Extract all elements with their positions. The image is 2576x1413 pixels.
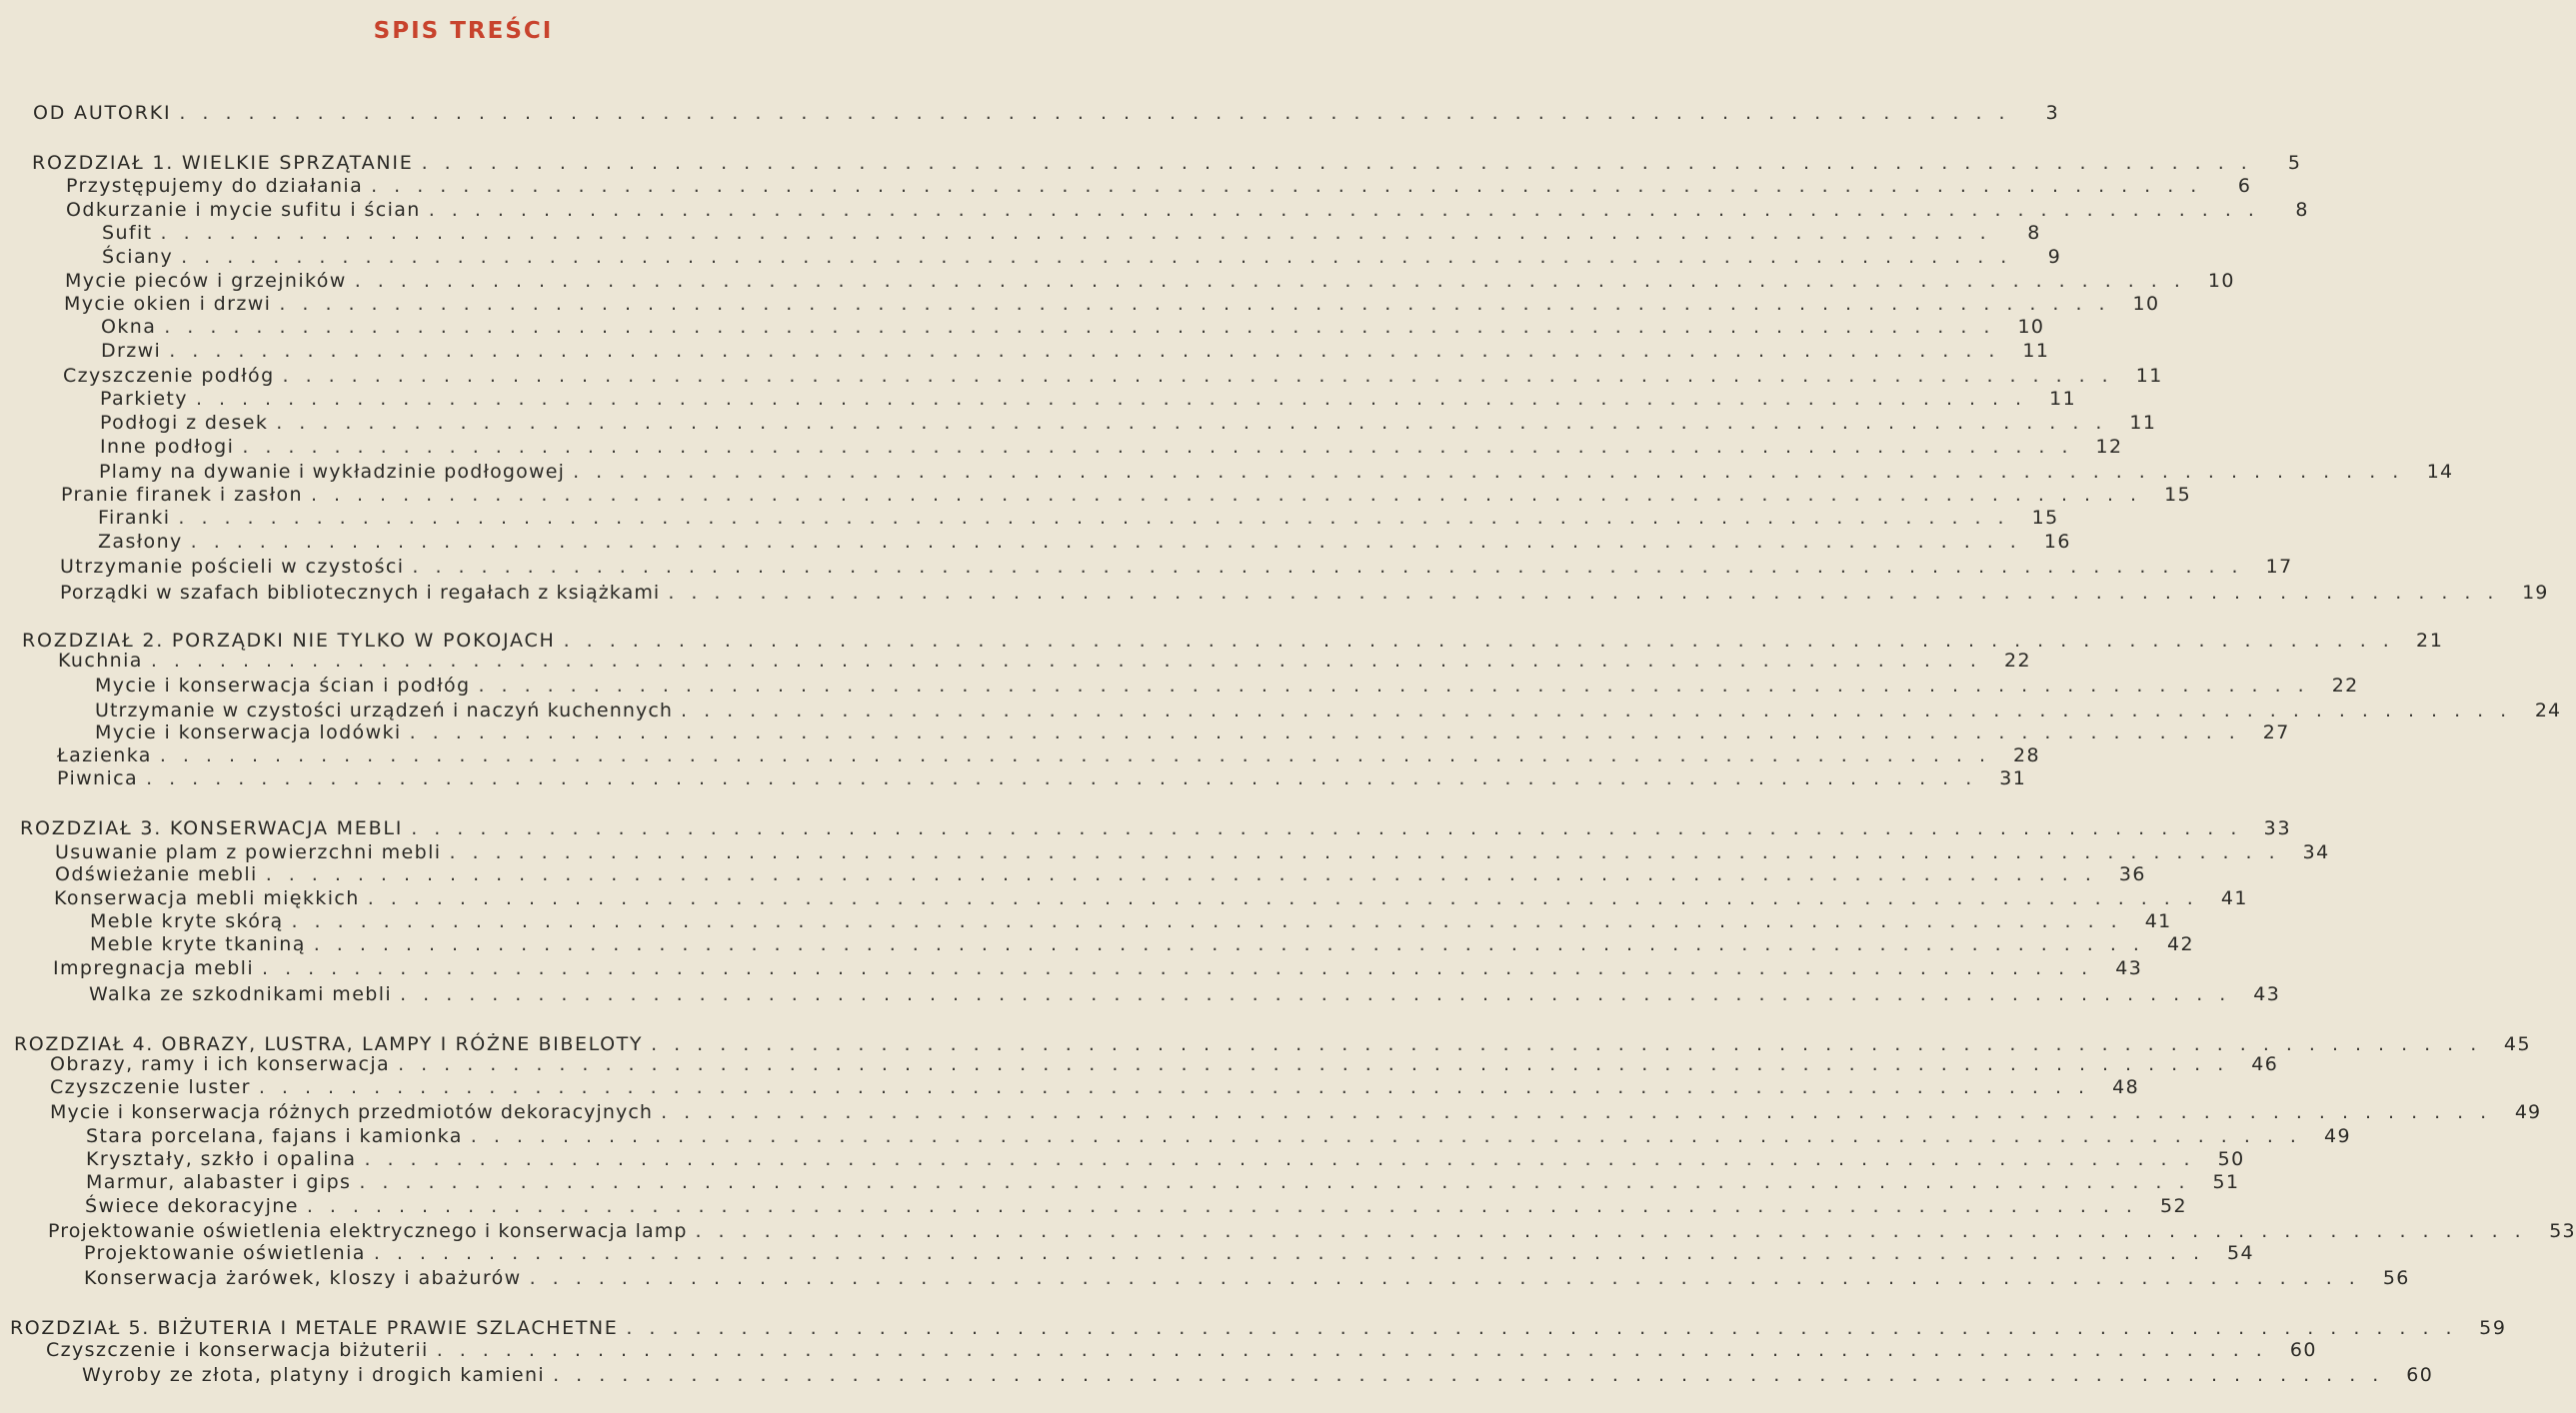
- toc-entry-page: 12: [2095, 436, 2123, 458]
- dot-leader: ................................................................................: [470, 1125, 2313, 1147]
- toc-entry-label: Usuwanie plam z powierzchni mebli: [55, 841, 442, 863]
- toc-entry-page: 17: [2265, 556, 2293, 578]
- toc-entry-label: Inne podłogi: [100, 436, 235, 458]
- toc-entry: [60, 580, 2549, 606]
- toc-entry-label: Sufit: [102, 222, 153, 244]
- toc-entry-label: Marmur, alabaster i gips: [86, 1171, 352, 1193]
- toc-entry-label: Parkiety: [100, 388, 188, 410]
- toc-entry: [82, 1362, 2434, 1388]
- dot-leader: ................................................................................: [279, 293, 2122, 315]
- toc-entry-page: 36: [2118, 863, 2146, 885]
- toc-entry-page: 45: [2503, 1033, 2532, 1055]
- dot-leader: ................................................................................: [179, 102, 2022, 124]
- toc-entry-label: Impregnacja mebli: [53, 957, 255, 979]
- toc-entry-page: 52: [2160, 1195, 2187, 1217]
- dot-leader: ................................................................................: [276, 412, 2119, 434]
- toc-entry: [84, 1240, 2255, 1266]
- toc-entry-label: Konserwacja mebli miękkich: [54, 887, 360, 909]
- toc-entry-page: 46: [2251, 1053, 2279, 1075]
- dot-leader: ................................................................................: [160, 222, 2003, 244]
- toc-entry: [89, 981, 2281, 1007]
- toc-entry-label: Utrzymanie w czystości urządzeń i naczyń kuchennych: [95, 700, 674, 721]
- toc-entry-label: Wyroby ze złota, platyny i drogich kamieni: [82, 1364, 546, 1386]
- toc-entry-label: Zasłony: [98, 531, 183, 553]
- toc-entry-label: Drzwi: [101, 340, 162, 362]
- dot-leader: ................................................................................: [411, 817, 2254, 839]
- toc-chapter: [20, 815, 2292, 841]
- dot-leader: ................................................................................: [169, 340, 2012, 362]
- dot-leader: ................................................................................: [146, 767, 1989, 789]
- dot-leader: ................................................................................: [242, 436, 2085, 458]
- dot-leader: ................................................................................: [306, 1195, 2149, 1217]
- toc-entry: [90, 931, 2194, 957]
- dot-leader: ................................................................................: [668, 582, 2511, 604]
- toc-entry-label: Meble kryte tkaniną: [90, 933, 306, 955]
- toc-entry-page: 56: [2382, 1267, 2410, 1289]
- dot-leader: ................................................................................: [354, 270, 2197, 292]
- toc-entry: [53, 955, 2143, 981]
- dot-leader: ................................................................................: [262, 957, 2105, 979]
- toc-entry-label: Piwnica: [57, 767, 139, 789]
- toc-entry: [66, 173, 2252, 199]
- toc-entry-label: Stara porcelana, fajans i kamionka: [86, 1125, 463, 1147]
- toc-entry: [60, 554, 2293, 580]
- dot-leader: ................................................................................: [478, 675, 2321, 697]
- dot-leader: ................................................................................: [529, 1267, 2372, 1289]
- toc-entry-label: Meble kryte skórą: [90, 910, 284, 932]
- toc-entry: [101, 338, 2050, 364]
- toc-entry-label: ROZDZIAŁ 3. KONSERWACJA MEBLI: [20, 817, 404, 839]
- toc-entry-label: Czyszczenie i konserwacja biżuterii: [46, 1339, 429, 1361]
- dot-leader: ................................................................................: [681, 700, 2524, 721]
- toc-entry-label: Projektowanie oświetlenia elektrycznego i konserwacja lamp: [48, 1220, 688, 1242]
- dot-leader: ................................................................................: [258, 1076, 2102, 1098]
- dot-leader: ................................................................................: [695, 1220, 2538, 1242]
- dot-leader: ................................................................................: [364, 1148, 2207, 1170]
- toc-entry-page: 22: [2331, 675, 2359, 697]
- toc-entry: [100, 410, 2157, 436]
- toc-entry-page: 10: [2207, 270, 2235, 292]
- toc-entry-label: Projektowanie oświetlenia: [84, 1242, 366, 1264]
- dot-leader: ................................................................................: [367, 887, 2210, 909]
- dot-leader: ................................................................................: [449, 841, 2292, 863]
- toc-entry-label: Podłogi z desek: [100, 412, 269, 434]
- toc-entry: [50, 1074, 2140, 1100]
- toc-entry-page: 43: [2115, 957, 2143, 979]
- toc-entry-label: Czyszczenie podłóg: [63, 365, 275, 387]
- toc-entry-label: ROZDZIAŁ 1. WIELKIE SPRZĄTANIE: [32, 152, 414, 174]
- toc-entry-label: Utrzymanie pościeli w czystości: [60, 556, 405, 578]
- toc-entry: [98, 505, 2059, 531]
- toc-entry-label: Mycie i konserwacja różnych przedmiotów dekoracyjnych: [50, 1101, 654, 1123]
- toc-entry-page: 19: [2522, 582, 2549, 604]
- toc-entry: [57, 765, 2027, 791]
- dot-leader: ................................................................................: [409, 721, 2252, 743]
- toc-entry-page: 42: [2166, 933, 2194, 955]
- toc-entry: [102, 220, 2041, 246]
- dot-leader: ................................................................................: [553, 1364, 2396, 1386]
- toc-entry-label: Porządki w szafach bibliotecznych i regałach z książkami: [60, 582, 661, 604]
- toc-entry-label: Łazienka: [57, 744, 152, 766]
- toc-entry-page: 11: [2049, 388, 2077, 410]
- toc-entry-page: 60: [2289, 1339, 2317, 1361]
- dot-leader: ................................................................................: [150, 650, 1993, 672]
- dot-leader: ................................................................................: [412, 556, 2255, 578]
- toc-entry: [33, 100, 2060, 126]
- toc-entry-label: Obrazy, ramy i ich konserwacja: [50, 1053, 391, 1075]
- dot-leader: ................................................................................: [159, 744, 2002, 766]
- toc-entry-page: 21: [2416, 630, 2444, 652]
- dot-leader: ................................................................................: [661, 1101, 2504, 1123]
- dot-leader: ................................................................................: [436, 1339, 2279, 1361]
- dot-leader: ................................................................................: [421, 152, 2264, 174]
- dot-leader: ................................................................................: [265, 863, 2108, 885]
- dot-leader: ................................................................................: [282, 365, 2125, 387]
- toc-entry-page: 59: [2479, 1317, 2507, 1339]
- dot-leader: ................................................................................: [190, 531, 2033, 553]
- toc-entry-label: Mycie pieców i grzejników: [65, 270, 347, 292]
- dot-leader: ................................................................................: [291, 910, 2134, 932]
- toc-entry-page: 5: [2287, 152, 2302, 174]
- toc-entry-label: Kuchnia: [58, 650, 143, 672]
- toc-entry-page: 27: [2262, 721, 2290, 743]
- toc-entry-page: 48: [2112, 1076, 2140, 1098]
- dot-leader: ................................................................................: [371, 175, 2214, 197]
- toc-entry-page: 33: [2263, 817, 2292, 839]
- toc-entry-page: 60: [2406, 1364, 2434, 1386]
- toc-entry: [98, 529, 2071, 555]
- dot-leader: ................................................................................: [310, 484, 2154, 506]
- dot-leader: ................................................................................: [428, 199, 2271, 221]
- toc-entry-page: 3: [2045, 102, 2060, 124]
- toc-entry-page: 43: [2253, 983, 2281, 1005]
- toc-entry-label: Odświeżanie mebli: [55, 863, 258, 885]
- toc-entry-label: Konserwacja żarówek, kloszy i abażurów: [84, 1267, 522, 1289]
- toc-entry-page: 53: [2549, 1220, 2576, 1242]
- toc-entry-label: Ściany: [102, 246, 174, 268]
- toc-entry-page: 41: [2220, 887, 2248, 909]
- toc-entry-label: Mycie i konserwacja ścian i podłóg: [95, 675, 471, 697]
- toc-entry: [86, 1169, 2240, 1195]
- toc-entry-page: 8: [2295, 199, 2309, 221]
- toc-entry-page: 41: [2144, 910, 2172, 932]
- dot-leader: ................................................................................: [400, 983, 2243, 1005]
- toc-entry-page: 24: [2534, 700, 2562, 721]
- dot-leader: ................................................................................: [651, 1033, 2494, 1055]
- toc-entry-page: 10: [2017, 316, 2045, 338]
- toc-entry: [58, 648, 2031, 674]
- toc-entry-label: Pranie firanek i zasłon: [61, 484, 303, 506]
- toc-entry-page: 11: [2022, 340, 2050, 362]
- toc-entry: [101, 314, 2045, 340]
- dot-leader: ................................................................................: [195, 388, 2039, 410]
- toc-entry: [95, 673, 2359, 699]
- toc-entry-label: Mycie okien i drzwi: [64, 293, 272, 315]
- toc-entry-label: Plamy na dywanie i wykładzinie podłogowej: [99, 461, 566, 483]
- toc-entry-page: 8: [2027, 222, 2041, 244]
- toc-entry-page: 6: [2237, 175, 2252, 197]
- toc-entry-label: Walka ze szkodnikami mebli: [89, 983, 393, 1005]
- toc-entry-page: 15: [2164, 484, 2192, 506]
- dot-leader: ................................................................................: [373, 1242, 2217, 1264]
- toc-entry-page: 51: [2212, 1171, 2240, 1193]
- toc-entry-page: 54: [2227, 1242, 2255, 1264]
- page-title: SPIS TREŚCI: [373, 18, 554, 44]
- toc-entry-label: ROZDZIAŁ 2. PORZĄDKI NIE TYLKO W POKOJACH: [22, 630, 556, 652]
- toc-entry-label: Kryształy, szkło i opalina: [86, 1148, 357, 1170]
- toc-entry: [55, 861, 2146, 887]
- toc-entry: [84, 1265, 2410, 1291]
- toc-entry: [100, 386, 2077, 412]
- dot-leader: ................................................................................: [573, 461, 2416, 483]
- toc-entry-label: Mycie i konserwacja lodówki: [95, 721, 402, 743]
- toc-entry-page: 15: [2031, 507, 2059, 529]
- toc-entry: [50, 1099, 2542, 1125]
- dot-leader: ................................................................................: [359, 1171, 2202, 1193]
- toc-entry-label: Firanki: [98, 507, 171, 529]
- toc-entry-label: Odkurzanie i mycie sufitu i ścian: [66, 199, 421, 221]
- dot-leader: ................................................................................: [563, 630, 2406, 652]
- toc-entry-page: 16: [2043, 531, 2071, 553]
- toc-entry-page: 10: [2132, 293, 2160, 315]
- toc-entry: [46, 1337, 2317, 1363]
- toc-entry-label: Czyszczenie luster: [50, 1076, 251, 1098]
- dot-leader: ................................................................................: [178, 507, 2021, 529]
- toc-entry-label: OD AUTORKI: [33, 102, 172, 124]
- toc-entry: [102, 244, 2062, 270]
- toc-entry-label: Okna: [101, 316, 157, 338]
- toc-entry: [85, 1193, 2187, 1219]
- toc-entry-page: 50: [2217, 1148, 2245, 1170]
- toc-entry-page: 9: [2047, 246, 2062, 268]
- dot-leader: ................................................................................: [313, 933, 2156, 955]
- dot-leader: ................................................................................: [626, 1317, 2469, 1339]
- toc-entry-page: 49: [2514, 1101, 2542, 1123]
- toc-entry-page: 11: [2129, 412, 2157, 434]
- dot-leader: ................................................................................: [398, 1053, 2241, 1075]
- toc-entry-label: Przystępujemy do działania: [66, 175, 364, 197]
- toc-entry-label: Świece dekoracyjne: [85, 1195, 299, 1217]
- toc-entry-label: ROZDZIAŁ 4. OBRAZY, LUSTRA, LAMPY I RÓŻNE BIBELOTY: [14, 1033, 644, 1055]
- toc-entry-page: 22: [2004, 650, 2031, 672]
- toc-entry-page: 49: [2323, 1125, 2351, 1147]
- toc-entry-label: ROZDZIAŁ 5. BIŻUTERIA I METALE PRAWIE SZLACHETNE: [10, 1317, 619, 1339]
- dot-leader: ................................................................................: [181, 246, 2024, 268]
- toc-entry-page: 11: [2135, 365, 2163, 387]
- toc-entry-page: 14: [2426, 461, 2454, 483]
- toc-entry: [100, 434, 2123, 460]
- toc-entry-page: 31: [1999, 767, 2027, 789]
- toc-entry-page: 34: [2302, 841, 2330, 863]
- dot-leader: ................................................................................: [164, 316, 2007, 338]
- toc-entry-page: 28: [2013, 744, 2040, 766]
